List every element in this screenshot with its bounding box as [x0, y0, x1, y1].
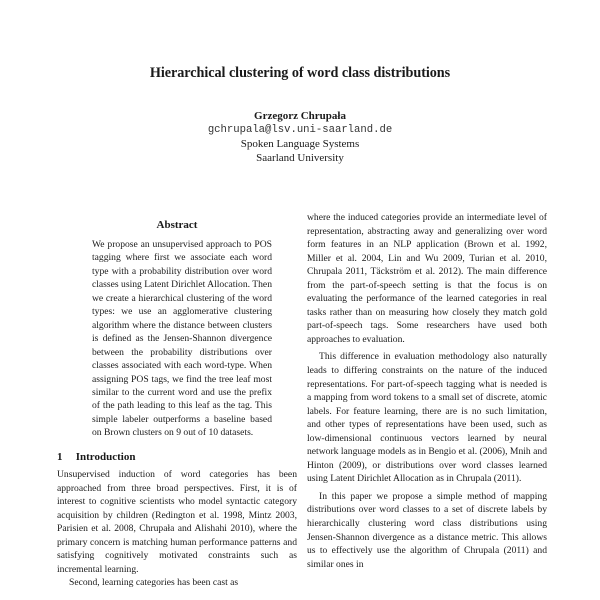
left-column: [57, 468, 297, 590]
author-name: Grzegorz Chrupała: [254, 110, 346, 122]
author-email: gchrupala@lsv.uni-saarland.de: [207, 124, 393, 136]
author-university: Saarland University: [256, 151, 344, 164]
paragraph: where the induced categories provide an intermediate level of representation, abstracting away and generalizing over word form features in an NLP application (Brown et al. 1992, Miller et al. 2004, Lin and Wu 2009, Turian et al. 2010, Chrupala 2011, Täckström et al. 2012). The main difference from the part-of-speech setting is that the focus is on evaluating the performance of the learned categories in real tasks rather than on measuring how closely they match gold part-of-speech tags. Some researchers have used both approaches to evaluation.: [307, 212, 547, 345]
paragraph: Unsupervised induction of word categories has been approached from three broad perspectives. First, it is of interest to cognitive scientists who model syntactic category acquisition by children (Redington et al. 1998, Mintz 2003, Parisien et al. 2008, Chrupała and Alishahi 2010), where the primary concern is matching human performance patterns and satisfying cognitively motivated constraints such as incremental learning.: [57, 469, 297, 575]
abstract-text: We propose an unsupervised approach to POS tagging where first we associate each word type with a probability distribution over word classes using Latent Dirichlet Allocation. Then we create a hierarchical clustering of the word types: we use an agglomerative clustering algorithm where the distance between clusters is defined as the Jensen-Shannon divergence between the probability distributions over classes associated with each word-type. When assigning POS tags, we find the tree leaf most similar to the current word and use the prefix of the path leading to this leaf as the tag. This simple labeler outperforms a baseline based on Brown clusters on 9 out of 10 datasets.: [92, 239, 272, 439]
paragraph: In this paper we propose a simple method of mapping distributions over word classes to a set of discrete labels by hierarchically clustering word class distributions using Jensen-Shannon divergence as a distance metric. This allows us to effectively use the algorithm of Chrupala (2011) and similar ones in: [307, 490, 547, 570]
section-number: 1: [57, 451, 63, 463]
author-affiliation: Spoken Language Systems: [240, 138, 360, 150]
abstract-heading: Abstract: [156, 219, 198, 231]
paragraph: This difference in evaluation methodology also naturally leads to differing constraints on the nature of the induced representations. For part-of-speech tagging what is needed is a mapping from word tokens to a small set of discrete, atomic labels. For feature learning, there are is no such limitation, and other types of representations have been used, such as low-dimensional continuous vectors learned by neural network language models as in Bengio et al. (2006), Mnih and Hinton (2009), or distributions over word classes learned using Latent Dirichlet Allocation as in Chrupala (2011).: [307, 351, 547, 485]
section-title: Introduction: [75, 451, 136, 463]
section-heading-introduction: [57, 451, 135, 463]
paper-title: Hierarchical clustering of word class distributions: [149, 65, 451, 81]
right-column: [307, 211, 547, 571]
paragraph: Second, learning categories has been cast as: [69, 577, 239, 589]
